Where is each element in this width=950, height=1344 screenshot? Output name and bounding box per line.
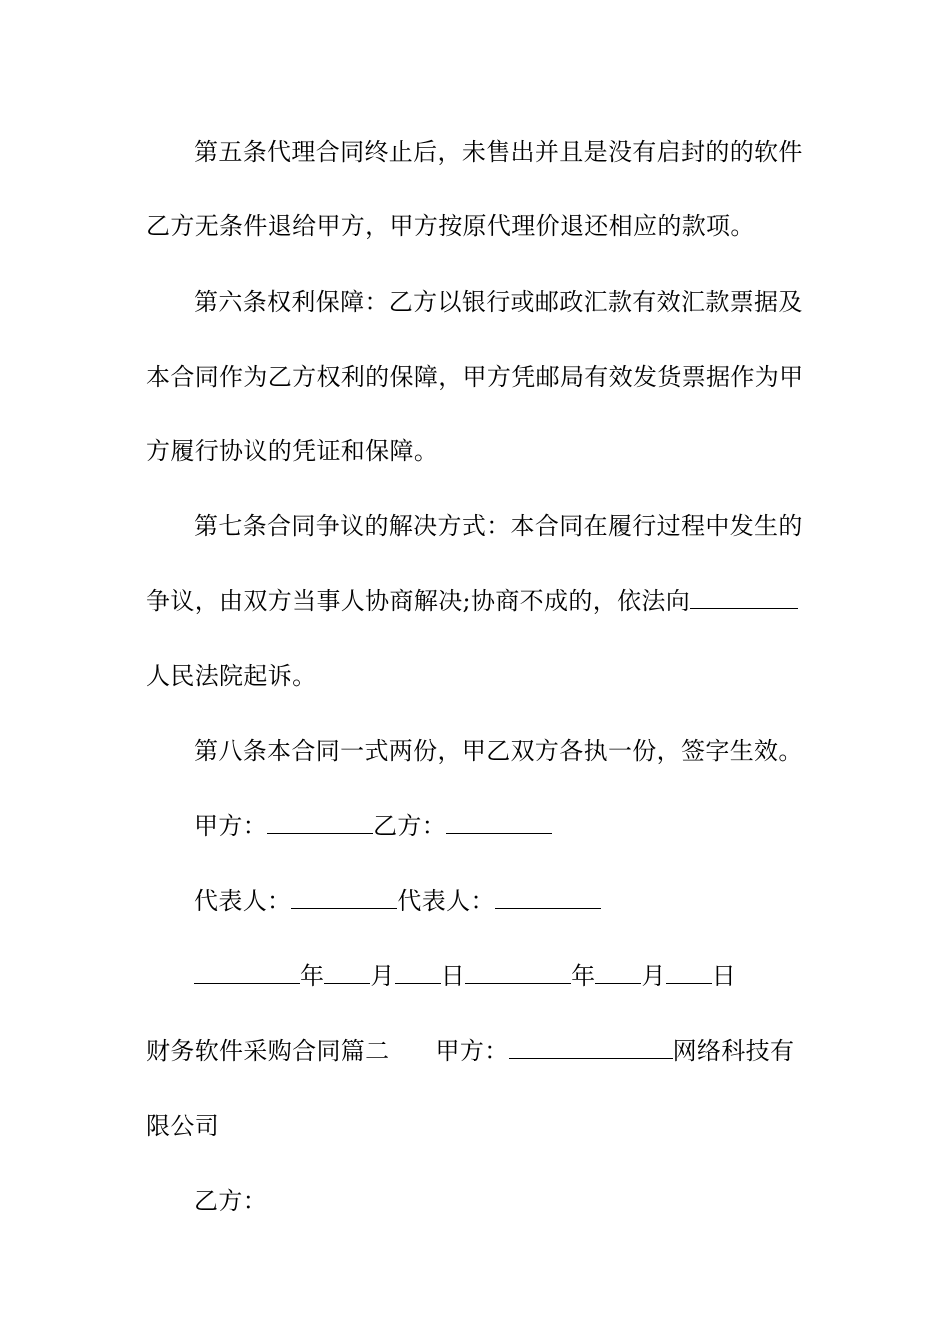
month-b-blank [595, 961, 641, 984]
clause-6-line-3: 方履行协议的凭证和保障。 [146, 437, 439, 465]
rep-b-blank [495, 886, 601, 909]
year-b-blank [465, 961, 571, 984]
clause-5-line-2: 乙方无条件退给甲方，甲方按原代理价退还相应的款项。 [146, 212, 755, 240]
clause-7-line-3: 人民法院起诉。 [146, 662, 317, 690]
signature-parties-line [194, 811, 806, 841]
month-b-label: 月 [641, 962, 666, 990]
court-blank [690, 586, 798, 609]
rep-b-label: 代表人： [397, 887, 495, 915]
clause-5-line-1: 第五条代理合同终止后，未售出并且是没有启封的的软件 [194, 138, 803, 166]
day-b-blank [666, 961, 712, 984]
year-b-label: 年 [571, 962, 596, 990]
clause-7-line-2 [146, 586, 806, 616]
company-suffix-a: 网络科技有 [672, 1037, 795, 1065]
day-b-label: 日 [711, 962, 737, 990]
party-a-label: 甲方： [194, 812, 268, 840]
section-2-party-b-label: 乙方： [194, 1187, 268, 1215]
day-a-label: 日 [440, 962, 466, 990]
representatives-line [194, 886, 806, 916]
year-a-label: 年 [300, 962, 325, 990]
rep-a-blank [291, 886, 397, 909]
year-a-blank [194, 961, 300, 984]
party-a-blank [267, 811, 373, 834]
clause-7-line-2-text: 争议，由双方当事人协商解决;协商不成的，依法向 [146, 587, 691, 615]
month-a-blank [324, 961, 370, 984]
clause-6-line-2: 本合同作为乙方权利的保障，甲方凭邮局有效发货票据作为甲 [146, 363, 804, 391]
clause-7-line-1: 第七条合同争议的解决方式：本合同在履行过程中发生的 [194, 512, 803, 540]
section-2-party-a-label: 甲方： [435, 1037, 509, 1065]
company-name-blank [509, 1036, 673, 1059]
section-2-title: 财务软件采购合同篇二 [146, 1037, 390, 1065]
month-a-label: 月 [370, 962, 395, 990]
party-b-label: 乙方： [373, 812, 447, 840]
clause-6-line-1: 第六条权利保障：乙方以银行或邮政汇款有效汇款票据及 [194, 288, 803, 316]
date-line [194, 961, 806, 991]
section-2-heading-line [146, 1036, 806, 1066]
clause-8-line: 第八条本合同一式两份，甲乙双方各执一份，签字生效。 [194, 737, 803, 765]
party-b-blank [446, 811, 552, 834]
company-suffix-line: 限公司 [146, 1112, 220, 1140]
day-a-blank [395, 961, 441, 984]
rep-a-label: 代表人： [194, 887, 292, 915]
